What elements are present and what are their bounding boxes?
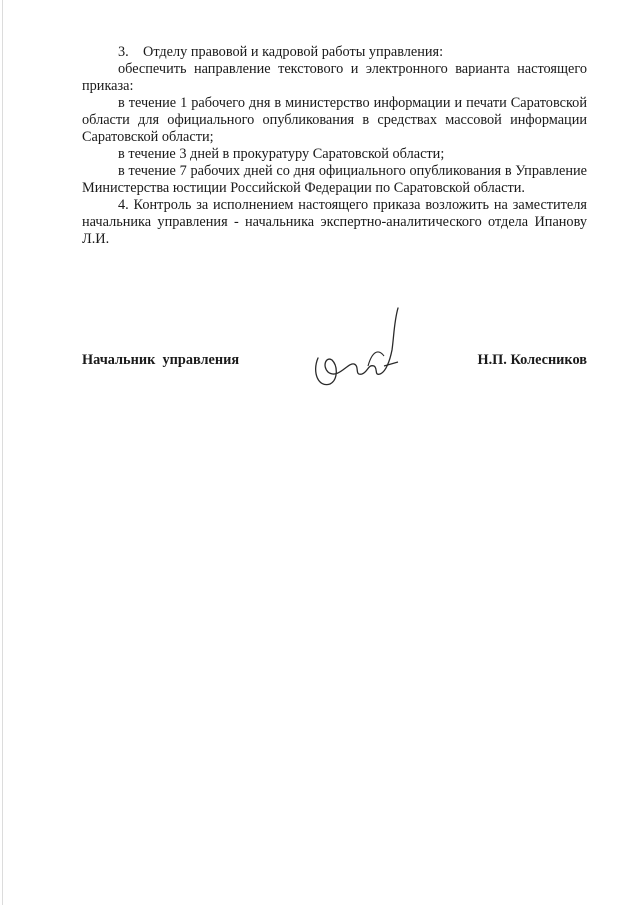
document-body bbox=[82, 44, 587, 248]
scan-edge-line bbox=[2, 0, 3, 905]
paragraph-item-3-within-1-day: в течение 1 рабочего дня в министерство информации и печати Саратовской области для официального опубликования в средствах массовой информации Саратовской области; bbox=[82, 95, 587, 145]
signatory-title: Начальник управления bbox=[82, 352, 240, 368]
paragraph-item-4: 4. Контроль за исполнением настоящего приказа возложить на заместителя начальника управления - начальника экспертно-аналитического отдела Ипанову Л.И. bbox=[82, 197, 587, 247]
paragraph-item-3-within-3-days: в течение 3 дней в прокуратуру Саратовской области; bbox=[118, 146, 445, 162]
paragraph-item-3: 3. Отделу правовой и кадровой работы управления: bbox=[118, 44, 444, 60]
signatory-name: Н.П. Колесников bbox=[477, 352, 587, 368]
handwritten-signature-image bbox=[308, 300, 404, 400]
paragraph-item-3-within-7-days: в течение 7 рабочих дней со дня официального опубликования в Управление Министерства юстиции Российской Федерации по Саратовской области. bbox=[82, 163, 587, 196]
signature-block bbox=[82, 300, 587, 410]
paragraph-item-3-provide: обеспечить направление текстового и электронного варианта настоящего приказа: bbox=[82, 61, 587, 94]
